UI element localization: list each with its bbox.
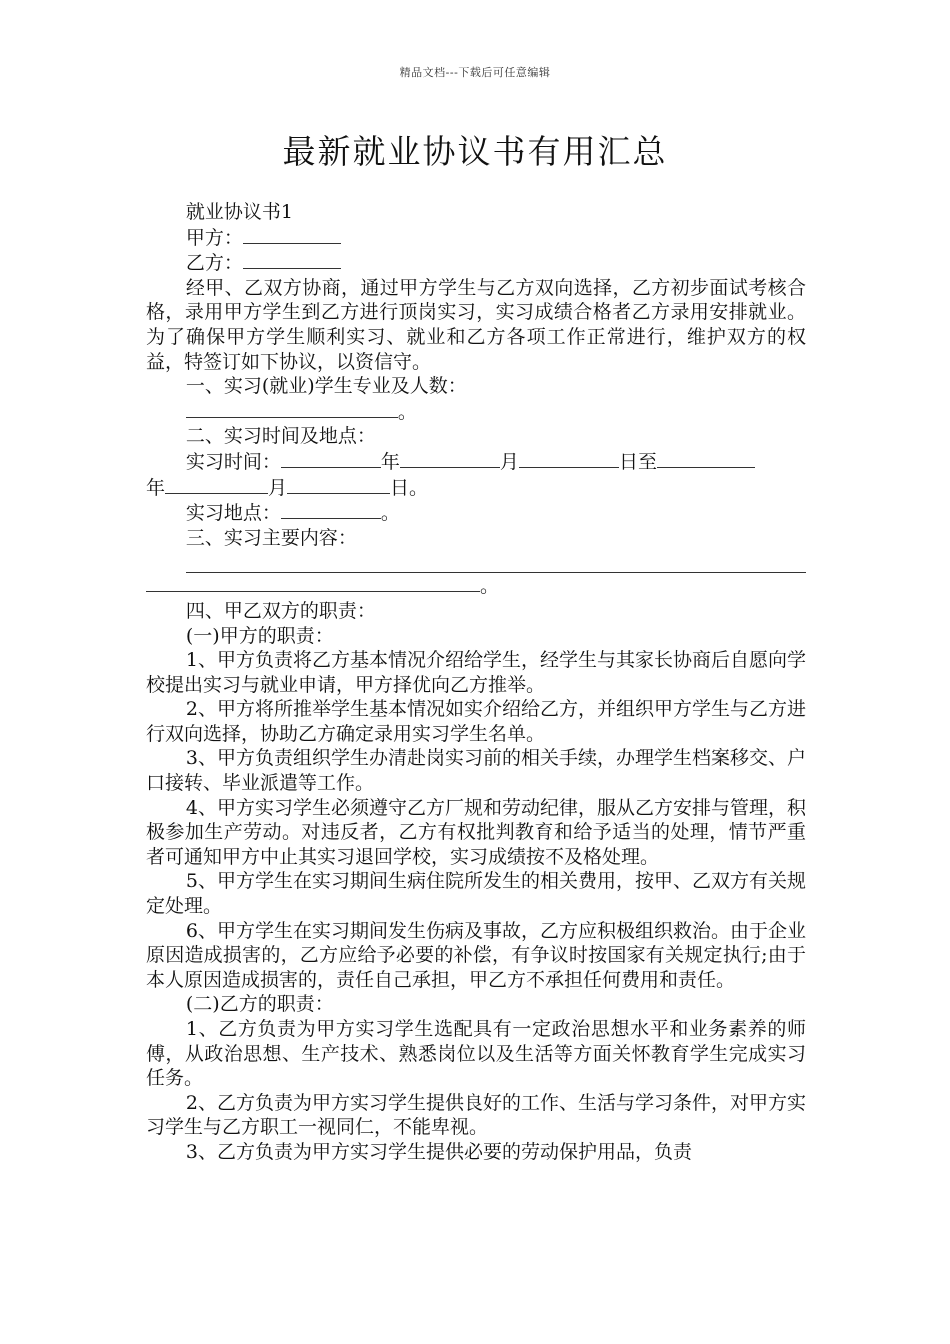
party-b-line <box>146 250 806 276</box>
end-year-blank <box>657 449 755 468</box>
party-a-duty-6: 6、甲方学生在实习期间发生伤病及事故，乙方应积极组织救治。由于企业原因造成损害的，乙方应给予必要的补偿，有争议时按国家有关规定执行;由于本人原因造成损害的，责任自己承担，甲乙方不承担任何费用和责任。 <box>146 919 806 991</box>
party-b-duty-1: 1、乙方负责为甲方实习学生选配具有一定政治思想水平和业务素养的师傅，从政治思想、生产技术、熟悉岗位以及生活等方面关怀教育学生完成实习任务。 <box>146 1018 806 1090</box>
agreement-subtitle: 就业协议书1 <box>185 201 293 223</box>
party-a-duty-1: 1、甲方负责将乙方基本情况介绍给学生，经学生与其家长协商后自愿向学校提出实习与就业申请，甲方择优向乙方推举。 <box>146 649 806 696</box>
content-blank-line-1 <box>186 554 806 573</box>
party-a-duties-heading: (一)甲方的职责： <box>185 624 334 647</box>
time-label: 实习时间： <box>185 450 281 473</box>
year-label: 年 <box>380 450 400 473</box>
section-4-heading: 四、甲乙双方的职责： <box>185 599 376 622</box>
party-a-label: 甲方： <box>185 226 243 249</box>
day-to-label: 日至 <box>618 450 657 473</box>
internship-place-line <box>146 500 806 526</box>
document-title: 最新就业协议书有用汇总 <box>282 132 668 171</box>
start-year-blank <box>281 449 381 468</box>
party-a-duty-4: 4、甲方实习学生必须遵守乙方厂规和劳动纪律，服从乙方安排与管理，积极参加生产劳动。对违反者，乙方有权批判教育和给予适当的处理，情节严重者可通知甲方中止其实习退回学校，实习成绩按不及格处理。 <box>146 796 806 868</box>
section-1-heading: 一、实习(就业)学生专业及人数： <box>185 375 467 398</box>
period-mark-3: 。 <box>480 575 500 598</box>
place-label: 实习地点： <box>185 502 281 525</box>
party-a-duty-3: 3、甲方负责组织学生办清赴岗实习前的相关手续，办理学生档案移交、户口接转、毕业派遣等工作。 <box>146 747 806 795</box>
end-year-label: 年 <box>146 476 166 499</box>
content-blank-line-2 <box>146 573 806 599</box>
section-2-heading: 二、实习时间及地点： <box>185 425 376 448</box>
end-day-blank <box>287 475 390 494</box>
start-day-blank <box>519 449 619 468</box>
major-blank-line <box>146 399 806 425</box>
place-blank <box>281 500 381 519</box>
content-blank-2 <box>146 573 480 592</box>
party-b-duty-2: 2、乙方负责为甲方实习学生提供良好的工作、生活与学习条件，对甲方实习学生与乙方职工一视同仁，不能卑视。 <box>146 1091 806 1139</box>
period-mark: 。 <box>397 400 417 423</box>
party-b-duty-3: 3、乙方负责为甲方实习学生提供必要的劳动保护用品，负责 <box>185 1140 692 1163</box>
party-b-label: 乙方： <box>185 252 243 275</box>
document-body <box>146 200 806 1165</box>
party-a-duty-2: 2、甲方将所推举学生基本情况如实介绍给乙方，并组织甲方学生与乙方进行双向选择，协助乙方确定录用实习学生名单。 <box>146 698 806 745</box>
period-mark-2: 。 <box>380 502 400 525</box>
party-a-duty-5: 5、甲方学生在实习期间生病住院所发生的相关费用，按甲、乙双方有关规定处理。 <box>146 870 806 918</box>
party-b-blank <box>243 250 341 269</box>
end-month-blank <box>165 475 268 494</box>
party-a-line <box>146 225 806 251</box>
internship-time-line <box>146 449 806 500</box>
intro-paragraph: 经甲、乙双方协商，通过甲方学生与乙方双向选择，乙方初步面试考核合格，录用甲方学生到乙方进行顶岗实习，实习成绩合格者乙方录用安排就业。为了确保甲方学生顺利实习、就业和乙方各项工作正常进行，维护双方的权益，特签订如下协议，以资信守。 <box>146 276 806 373</box>
section-3-heading: 三、实习主要内容： <box>185 526 357 549</box>
month-label: 月 <box>499 450 519 473</box>
day-end-label: 日。 <box>390 476 429 499</box>
party-a-blank <box>243 225 341 244</box>
start-month-blank <box>400 449 500 468</box>
major-blank <box>186 399 398 418</box>
page-header: 精品文档---下载后可任意编辑 <box>399 66 551 79</box>
end-month-label: 月 <box>268 476 288 499</box>
party-b-duties-heading: (二)乙方的职责： <box>185 993 334 1016</box>
